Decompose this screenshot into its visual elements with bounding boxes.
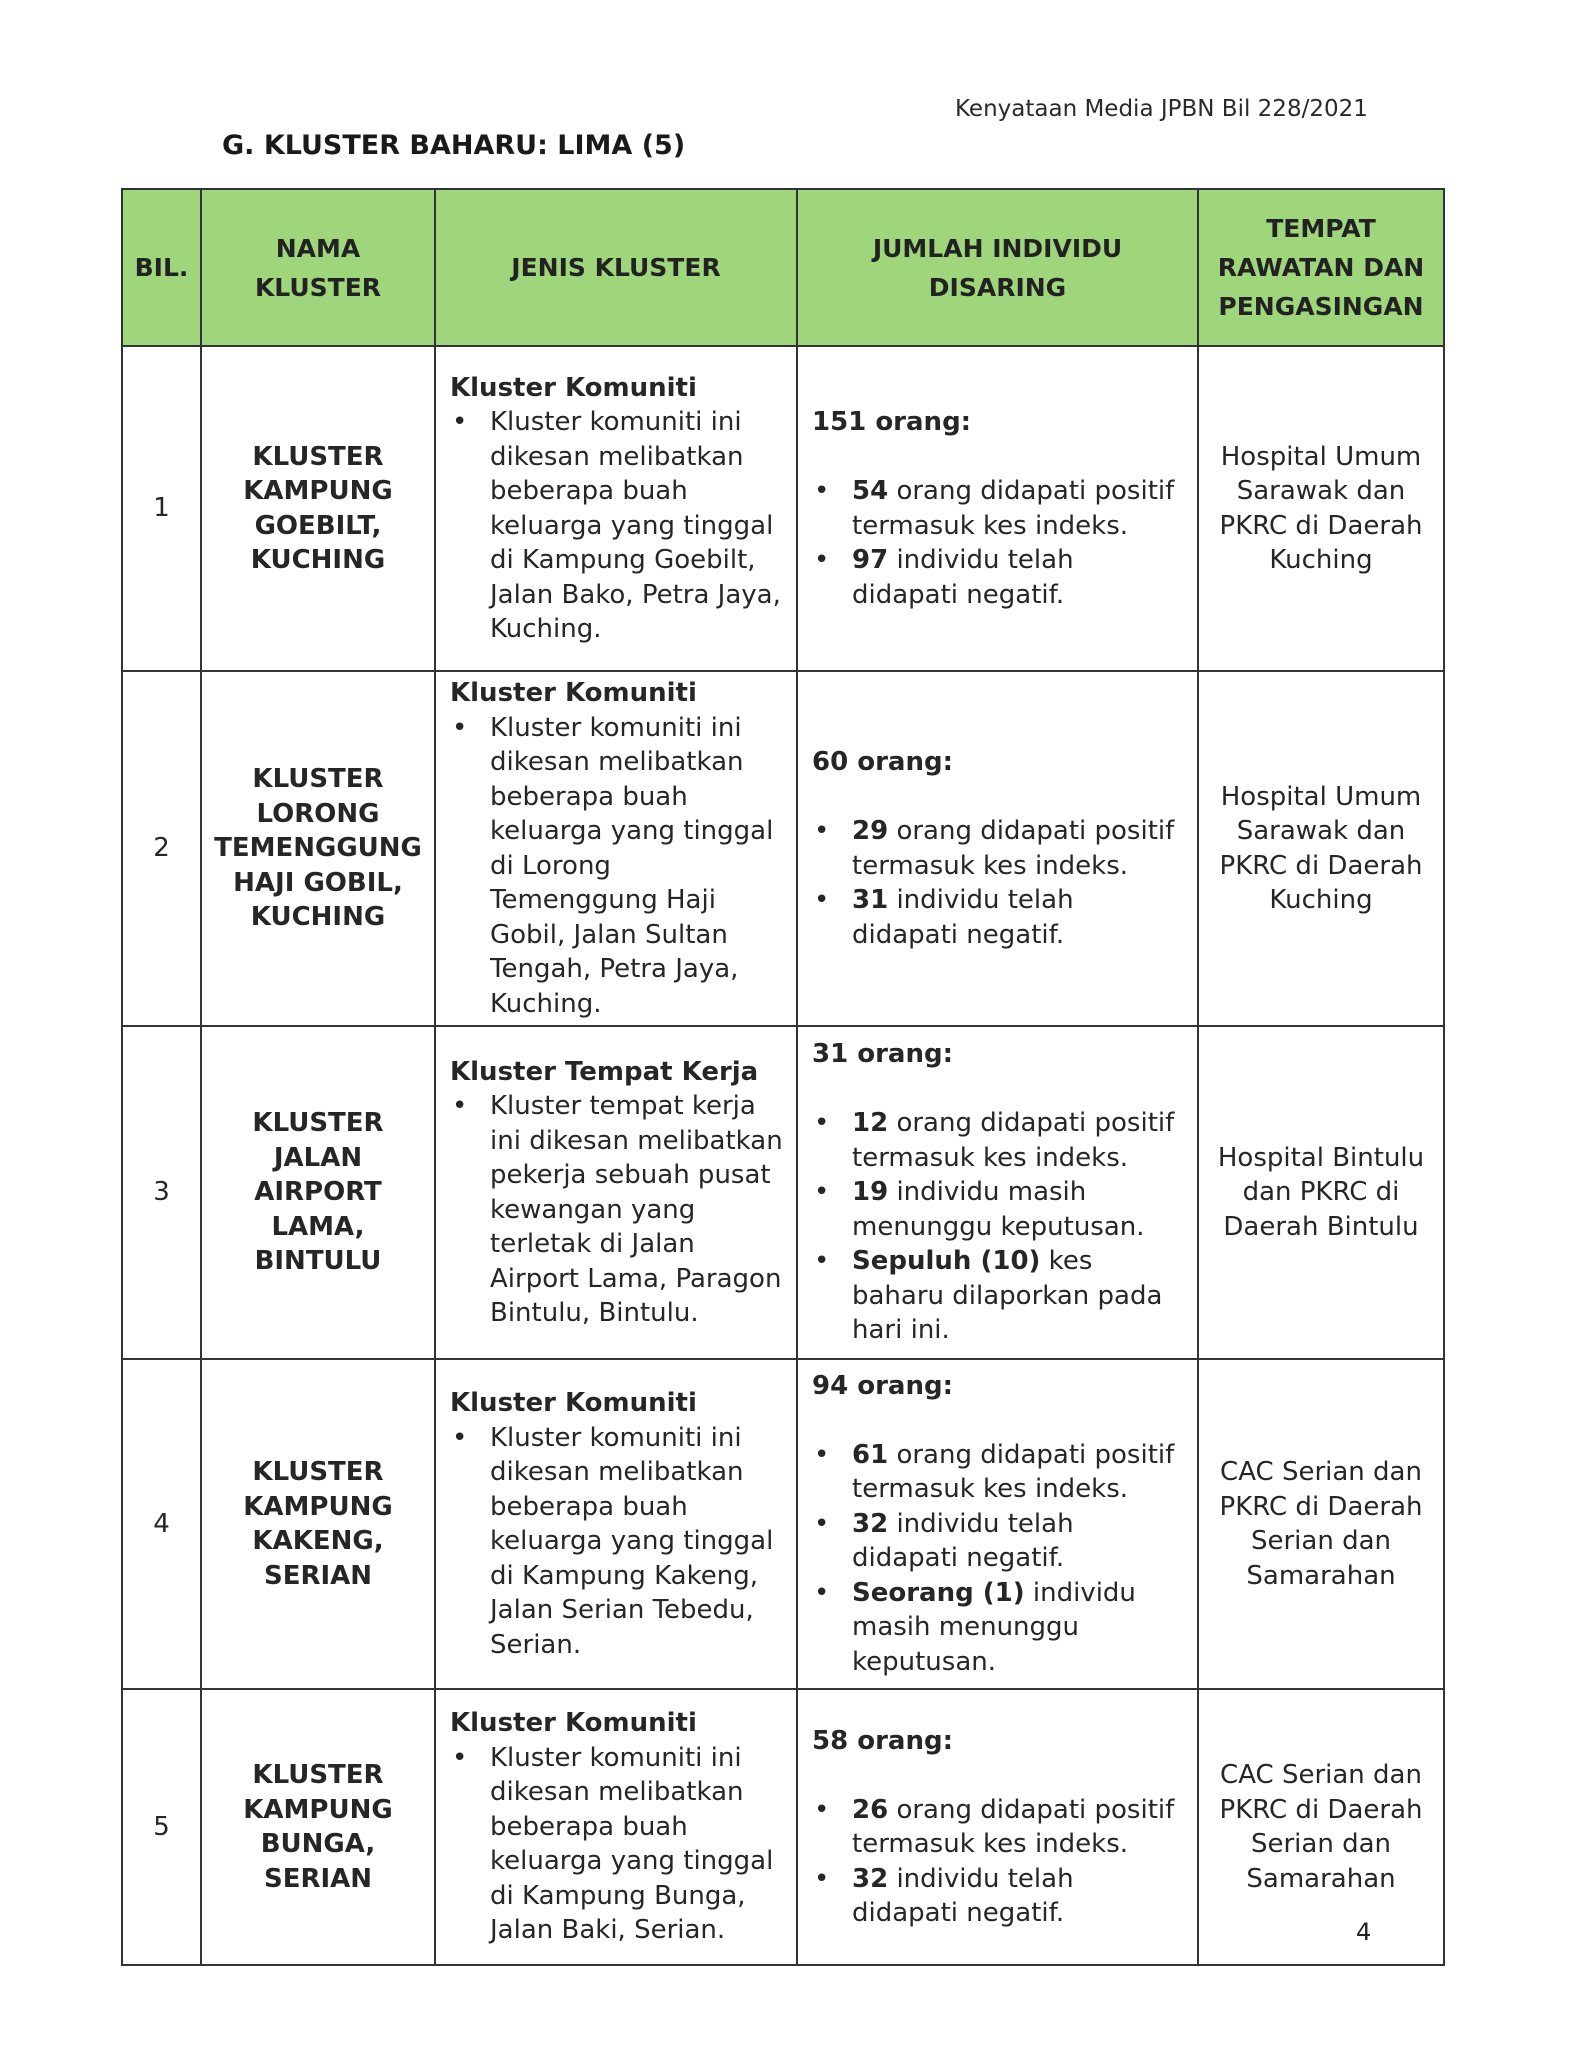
breakdown-count: 32 — [852, 1508, 889, 1539]
breakdown-text: individu masih menunggu keputusan. — [852, 1177, 1145, 1242]
cluster-table — [121, 188, 1445, 1966]
screened-breakdown-item — [812, 1438, 1185, 1507]
screened-breakdown-item — [812, 1175, 1185, 1244]
breakdown-text: orang didapati positif termasuk kes indeks. — [852, 1108, 1175, 1173]
bullet-icon: • — [814, 816, 830, 846]
table-row — [122, 671, 1444, 1026]
screened-breakdown-item — [812, 1862, 1185, 1931]
cluster-description-item — [450, 405, 784, 647]
row-number: 4 — [122, 1359, 201, 1689]
breakdown-text: orang didapati positif termasuk kes indeks. — [852, 1439, 1175, 1505]
row-number: 5 — [122, 1689, 201, 1965]
screened-total: 60 orang: — [812, 747, 953, 777]
screened-breakdown-item — [812, 543, 1185, 612]
breakdown-text: individu masih menunggu keputusan. — [852, 1577, 1136, 1677]
cluster-name: KLUSTER LORONG TEMENGGUNG HAJI GOBIL, KUCHING — [201, 671, 435, 1026]
breakdown-text: individu telah didapati negatif. — [852, 1863, 1074, 1928]
cluster-description: Kluster komuniti ini dikesan melibatkan beberapa buah keluarga yang tinggal di Kampung Kakeng, Jalan Serian Tebedu, Serian. — [490, 1422, 774, 1660]
screened-count-cell — [797, 1689, 1198, 1965]
breakdown-text: orang didapati positif termasuk kes indeks. — [852, 1794, 1175, 1859]
cluster-description: Kluster komuniti ini dikesan melibatkan beberapa buah keluarga yang tinggal di Lorong Temenggung Haji Gobil, Jalan Sultan Tengah, Petra Jaya, Kuching. — [490, 712, 774, 1019]
cluster-name: KLUSTER KAMPUNG BUNGA, SERIAN — [201, 1689, 435, 1965]
cluster-description-list — [450, 1741, 784, 1948]
table-row — [122, 1359, 1444, 1689]
bullet-icon: • — [452, 1742, 468, 1773]
breakdown-text: orang didapati positif termasuk kes indeks. — [852, 816, 1175, 881]
cluster-type-title: Kluster Tempat Kerja — [450, 1056, 759, 1087]
treatment-location: Hospital Umum Sarawak dan PKRC di Daerah Kuching — [1198, 346, 1444, 671]
bullet-icon: • — [814, 1246, 830, 1277]
cluster-type-title: Kluster Komuniti — [450, 678, 697, 708]
screened-breakdown-item — [812, 1106, 1185, 1175]
cluster-name: KLUSTER KAMPUNG GOEBILT, KUCHING — [201, 346, 435, 671]
screened-total: 94 orang: — [812, 1370, 953, 1401]
bullet-icon: • — [814, 1577, 830, 1608]
breakdown-count: 19 — [852, 1177, 889, 1208]
table-row — [122, 1026, 1444, 1359]
cluster-name: KLUSTER JALAN AIRPORT LAMA, BINTULU — [201, 1026, 435, 1359]
breakdown-count: 29 — [852, 816, 889, 846]
screened-breakdown-list — [812, 814, 1185, 952]
row-number: 3 — [122, 1026, 201, 1359]
media-statement-reference: Kenyataan Media JPBN Bil 228/2021 — [955, 96, 1368, 122]
cluster-description: Kluster komuniti ini dikesan melibatkan beberapa buah keluarga yang tinggal di Kampung Bunga, Jalan Baki, Serian. — [490, 1742, 774, 1946]
bullet-icon: • — [452, 1091, 468, 1121]
cluster-type-cell — [435, 1026, 797, 1359]
cluster-type-cell — [435, 671, 797, 1026]
cluster-description-item — [450, 1421, 784, 1663]
treatment-location: Hospital Bintulu dan PKRC di Daerah Bintulu — [1198, 1026, 1444, 1359]
bullet-icon: • — [814, 1108, 830, 1139]
breakdown-count: 12 — [852, 1108, 889, 1139]
cluster-type-cell — [435, 1689, 797, 1965]
bullet-icon: • — [814, 885, 830, 915]
breakdown-text: individu telah didapati negatif. — [852, 885, 1074, 950]
screened-breakdown-item — [812, 1576, 1185, 1680]
screened-total: 151 orang: — [812, 407, 972, 437]
screened-breakdown-list — [812, 1793, 1185, 1931]
screened-breakdown-item — [812, 1507, 1185, 1576]
screened-count-cell — [797, 346, 1198, 671]
screened-breakdown-item — [812, 474, 1185, 543]
bullet-icon: • — [452, 712, 468, 743]
screened-breakdown-item — [812, 814, 1185, 883]
bullet-icon: • — [814, 1439, 830, 1470]
breakdown-text: kes baharu dilaporkan pada hari ini. — [852, 1246, 1163, 1346]
cluster-description-item — [450, 1741, 784, 1948]
bullet-icon: • — [814, 1177, 830, 1208]
cluster-type-cell — [435, 1359, 797, 1689]
bullet-icon: • — [814, 1794, 830, 1825]
screened-breakdown-item — [812, 1793, 1185, 1862]
breakdown-count: 61 — [852, 1439, 889, 1470]
screened-breakdown-list — [812, 1106, 1185, 1348]
cluster-type-title: Kluster Komuniti — [450, 1388, 697, 1418]
bullet-icon: • — [814, 476, 830, 506]
cluster-name: KLUSTER KAMPUNG KAKENG, SERIAN — [201, 1359, 435, 1689]
header-nama-kluster: NAMA KLUSTER — [201, 189, 435, 346]
breakdown-count: Seorang (1) — [852, 1577, 1025, 1608]
bullet-icon: • — [814, 1508, 830, 1539]
screened-total: 31 orang: — [812, 1039, 953, 1070]
section-title: G. KLUSTER BAHARU: LIMA (5) — [222, 130, 686, 161]
breakdown-count: 31 — [852, 885, 889, 915]
cluster-type-cell — [435, 346, 797, 671]
header-jumlah-individu: JUMLAH INDIVIDU DISARING — [797, 189, 1198, 346]
header-tempat-rawatan: TEMPAT RAWATAN DAN PENGASINGAN — [1198, 189, 1444, 346]
screened-breakdown-item — [812, 883, 1185, 952]
cluster-type-title: Kluster Komuniti — [450, 372, 697, 403]
row-number: 2 — [122, 671, 201, 1026]
treatment-location: Hospital Umum Sarawak dan PKRC di Daerah Kuching — [1198, 671, 1444, 1026]
breakdown-count: 54 — [852, 476, 889, 506]
cluster-description: Kluster tempat kerja ini dikesan melibatkan pekerja sebuah pusat kewangan yang terletak di Jalan Airport Lama, Paragon Bintulu, Bintulu. — [490, 1091, 783, 1328]
breakdown-count: 32 — [852, 1863, 889, 1894]
breakdown-text: orang didapati positif termasuk kes indeks. — [852, 476, 1175, 541]
cluster-description-list — [450, 1089, 784, 1331]
screened-breakdown-item — [812, 1244, 1185, 1348]
bullet-icon: • — [814, 545, 830, 575]
table-header-row — [122, 189, 1444, 346]
breakdown-count: Sepuluh (10) — [852, 1246, 1041, 1277]
bullet-icon: • — [452, 1422, 468, 1453]
breakdown-count: 26 — [852, 1794, 889, 1825]
breakdown-count: 97 — [852, 545, 889, 575]
screened-count-cell — [797, 1026, 1198, 1359]
bullet-icon: • — [814, 1863, 830, 1894]
cluster-description-list — [450, 711, 784, 1022]
table-row — [122, 1689, 1444, 1965]
screened-count-cell — [797, 1359, 1198, 1689]
treatment-location: CAC Serian dan PKRC di Daerah Serian dan Samarahan — [1198, 1689, 1444, 1965]
cluster-description-list — [450, 1421, 784, 1663]
screened-count-cell — [797, 671, 1198, 1026]
cluster-type-title: Kluster Komuniti — [450, 1708, 697, 1739]
cluster-description-list — [450, 405, 784, 647]
cluster-description-item — [450, 711, 784, 1022]
screened-breakdown-list — [812, 1438, 1185, 1680]
cluster-description-item — [450, 1089, 784, 1331]
table-row — [122, 346, 1444, 671]
breakdown-text: individu telah didapati negatif. — [852, 1508, 1074, 1574]
cluster-description: Kluster komuniti ini dikesan melibatkan beberapa buah keluarga yang tinggal di Kampung Goebilt, Jalan Bako, Petra Jaya, Kuching. — [490, 407, 781, 644]
header-bil: BIL. — [122, 189, 201, 346]
header-jenis-kluster: JENIS KLUSTER — [435, 189, 797, 346]
page-number: 4 — [1356, 1918, 1372, 1946]
screened-total: 58 orang: — [812, 1725, 953, 1756]
bullet-icon: • — [452, 407, 468, 437]
screened-breakdown-list — [812, 474, 1185, 612]
treatment-location: CAC Serian dan PKRC di Daerah Serian dan Samarahan — [1198, 1359, 1444, 1689]
row-number: 1 — [122, 346, 201, 671]
breakdown-text: individu telah didapati negatif. — [852, 545, 1074, 610]
